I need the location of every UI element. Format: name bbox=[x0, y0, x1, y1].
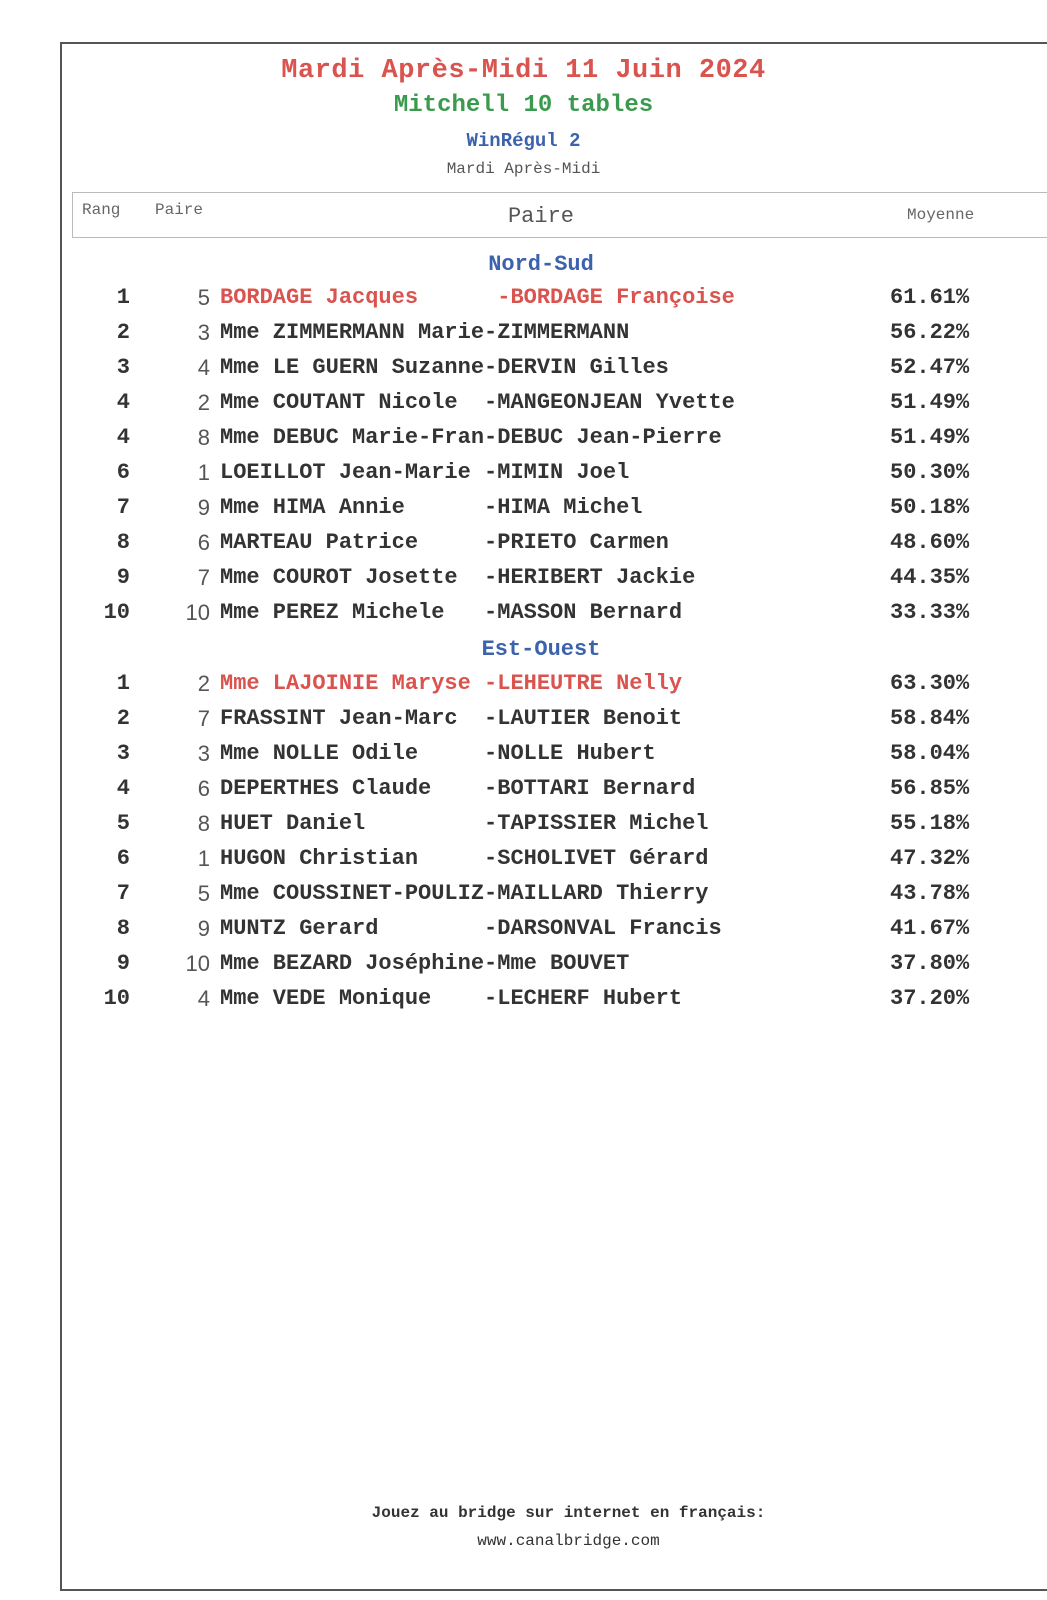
pair-names-cell: Mme VEDE Monique -LECHERF Hubert bbox=[220, 986, 683, 1011]
moyenne-cell: 56.85% bbox=[890, 776, 970, 801]
pair-number-cell: 1 bbox=[197, 460, 210, 485]
table-row bbox=[0, 390, 1047, 424]
rank-cell: 9 bbox=[116, 565, 130, 590]
rank-cell: 2 bbox=[116, 320, 130, 345]
moyenne-cell: 48.60% bbox=[890, 530, 970, 555]
pair-number-cell: 5 bbox=[197, 881, 210, 906]
rank-cell: 4 bbox=[116, 776, 130, 801]
table-row bbox=[0, 741, 1047, 775]
pair-names-cell: LOEILLOT Jean-Marie -MIMIN Joel bbox=[220, 460, 630, 485]
pair-names-cell: Mme DEBUC Marie-Fran-DEBUC Jean-Pierre bbox=[220, 425, 722, 450]
pair-number-cell: 10 bbox=[185, 600, 210, 625]
moyenne-cell: 37.80% bbox=[890, 951, 970, 976]
table-row bbox=[0, 811, 1047, 845]
table-row bbox=[0, 565, 1047, 599]
pair-names-cell: Mme ZIMMERMANN Marie-ZIMMERMANN bbox=[220, 320, 630, 345]
moyenne-cell: 58.84% bbox=[890, 706, 970, 731]
rank-cell: 5 bbox=[116, 811, 130, 836]
pair-number-cell: 9 bbox=[197, 495, 210, 520]
table-row bbox=[0, 916, 1047, 950]
pair-number-cell: 7 bbox=[197, 706, 210, 731]
movement-subtitle: Mitchell 10 tables bbox=[393, 92, 654, 119]
pair-names-cell: Mme COUSSINET-POULIZ-MAILLARD Thierry bbox=[220, 881, 709, 906]
session-label: Mardi Après-Midi bbox=[446, 160, 601, 178]
rank-cell: 3 bbox=[116, 355, 130, 380]
section-heading: Est-Ouest bbox=[481, 637, 601, 662]
rank-cell: 10 bbox=[103, 986, 130, 1011]
table-row bbox=[0, 600, 1047, 634]
pair-names-cell: BORDAGE Jacques -BORDAGE Françoise bbox=[220, 285, 735, 310]
rank-cell: 9 bbox=[116, 951, 130, 976]
pair-names-cell: Mme COUTANT Nicole -MANGEONJEAN Yvette bbox=[220, 390, 735, 415]
pair-number-cell: 3 bbox=[197, 320, 210, 345]
pair-names-cell: MARTEAU Patrice -PRIETO Carmen bbox=[220, 530, 669, 555]
rank-cell: 8 bbox=[116, 916, 130, 941]
table-row bbox=[0, 846, 1047, 880]
pair-number-cell: 4 bbox=[197, 355, 210, 380]
section-heading: Nord-Sud bbox=[488, 252, 594, 277]
rank-cell: 7 bbox=[116, 881, 130, 906]
table-row bbox=[0, 460, 1047, 494]
column-header-moyenne: Moyenne bbox=[907, 206, 975, 224]
page-title: Mardi Après-Midi 11 Juin 2024 bbox=[281, 56, 766, 86]
moyenne-cell: 56.22% bbox=[890, 320, 970, 345]
column-header-pair: Paire bbox=[507, 204, 574, 229]
table-row bbox=[0, 986, 1047, 1020]
moyenne-cell: 52.47% bbox=[890, 355, 970, 380]
moyenne-cell: 33.33% bbox=[890, 600, 970, 625]
table-row bbox=[0, 285, 1047, 319]
rank-cell: 6 bbox=[116, 846, 130, 871]
table-row bbox=[0, 951, 1047, 985]
pair-number-cell: 10 bbox=[185, 951, 210, 976]
table-row bbox=[0, 425, 1047, 459]
moyenne-cell: 47.32% bbox=[890, 846, 970, 871]
pair-number-cell: 2 bbox=[197, 390, 210, 415]
pair-names-cell: Mme COUROT Josette -HERIBERT Jackie bbox=[220, 565, 696, 590]
pair-names-cell: HUGON Christian -SCHOLIVET Gérard bbox=[220, 846, 709, 871]
footer-promo: Jouez au bridge sur internet en français: bbox=[371, 1504, 766, 1522]
rank-cell: 10 bbox=[103, 600, 130, 625]
rank-cell: 4 bbox=[116, 390, 130, 415]
pair-number-cell: 8 bbox=[197, 425, 210, 450]
column-header-pair-number: Paire bbox=[155, 201, 204, 219]
pair-number-cell: 2 bbox=[197, 671, 210, 696]
pair-number-cell: 8 bbox=[197, 811, 210, 836]
table-row bbox=[0, 530, 1047, 564]
pair-names-cell: HUET Daniel -TAPISSIER Michel bbox=[220, 811, 709, 836]
pair-names-cell: Mme LAJOINIE Maryse -LEHEUTRE Nelly bbox=[220, 671, 683, 696]
moyenne-cell: 37.20% bbox=[890, 986, 970, 1011]
table-row bbox=[0, 706, 1047, 740]
pair-names-cell: FRASSINT Jean-Marc -LAUTIER Benoit bbox=[220, 706, 683, 731]
moyenne-cell: 63.30% bbox=[890, 671, 970, 696]
pair-names-cell: Mme HIMA Annie -HIMA Michel bbox=[220, 495, 643, 520]
rank-cell: 4 bbox=[116, 425, 130, 450]
pair-names-cell: Mme NOLLE Odile -NOLLE Hubert bbox=[220, 741, 656, 766]
footer-url: www.canalbridge.com bbox=[477, 1532, 660, 1550]
moyenne-cell: 50.18% bbox=[890, 495, 970, 520]
rank-cell: 6 bbox=[116, 460, 130, 485]
pair-names-cell: Mme LE GUERN Suzanne-DERVIN Gilles bbox=[220, 355, 669, 380]
moyenne-cell: 43.78% bbox=[890, 881, 970, 906]
pair-number-cell: 9 bbox=[197, 916, 210, 941]
pair-names-cell: Mme PEREZ Michele -MASSON Bernard bbox=[220, 600, 683, 625]
pair-number-cell: 3 bbox=[197, 741, 210, 766]
moyenne-cell: 44.35% bbox=[890, 565, 970, 590]
pair-number-cell: 4 bbox=[197, 986, 210, 1011]
pair-names-cell: DEPERTHES Claude -BOTTARI Bernard bbox=[220, 776, 696, 801]
table-row bbox=[0, 355, 1047, 389]
rank-cell: 8 bbox=[116, 530, 130, 555]
table-row bbox=[0, 495, 1047, 529]
moyenne-cell: 41.67% bbox=[890, 916, 970, 941]
pair-number-cell: 6 bbox=[197, 530, 210, 555]
rank-cell: 2 bbox=[116, 706, 130, 731]
moyenne-cell: 51.49% bbox=[890, 425, 970, 450]
rank-cell: 1 bbox=[116, 285, 130, 310]
column-header-rang: Rang bbox=[82, 201, 121, 219]
table-row bbox=[0, 671, 1047, 705]
table-row bbox=[0, 776, 1047, 810]
table-row bbox=[0, 881, 1047, 915]
pair-number-cell: 5 bbox=[197, 285, 210, 310]
rank-cell: 3 bbox=[116, 741, 130, 766]
pair-number-cell: 6 bbox=[197, 776, 210, 801]
moyenne-cell: 50.30% bbox=[890, 460, 970, 485]
pair-names-cell: Mme BEZARD Joséphine-Mme BOUVET bbox=[220, 951, 630, 976]
rank-cell: 1 bbox=[116, 671, 130, 696]
moyenne-cell: 58.04% bbox=[890, 741, 970, 766]
rank-cell: 7 bbox=[116, 495, 130, 520]
software-label: WinRégul 2 bbox=[466, 130, 581, 152]
moyenne-cell: 61.61% bbox=[890, 285, 970, 310]
moyenne-cell: 55.18% bbox=[890, 811, 970, 836]
pair-number-cell: 7 bbox=[197, 565, 210, 590]
pair-names-cell: MUNTZ Gerard -DARSONVAL Francis bbox=[220, 916, 722, 941]
moyenne-cell: 51.49% bbox=[890, 390, 970, 415]
table-row bbox=[0, 320, 1047, 354]
pair-number-cell: 1 bbox=[197, 846, 210, 871]
